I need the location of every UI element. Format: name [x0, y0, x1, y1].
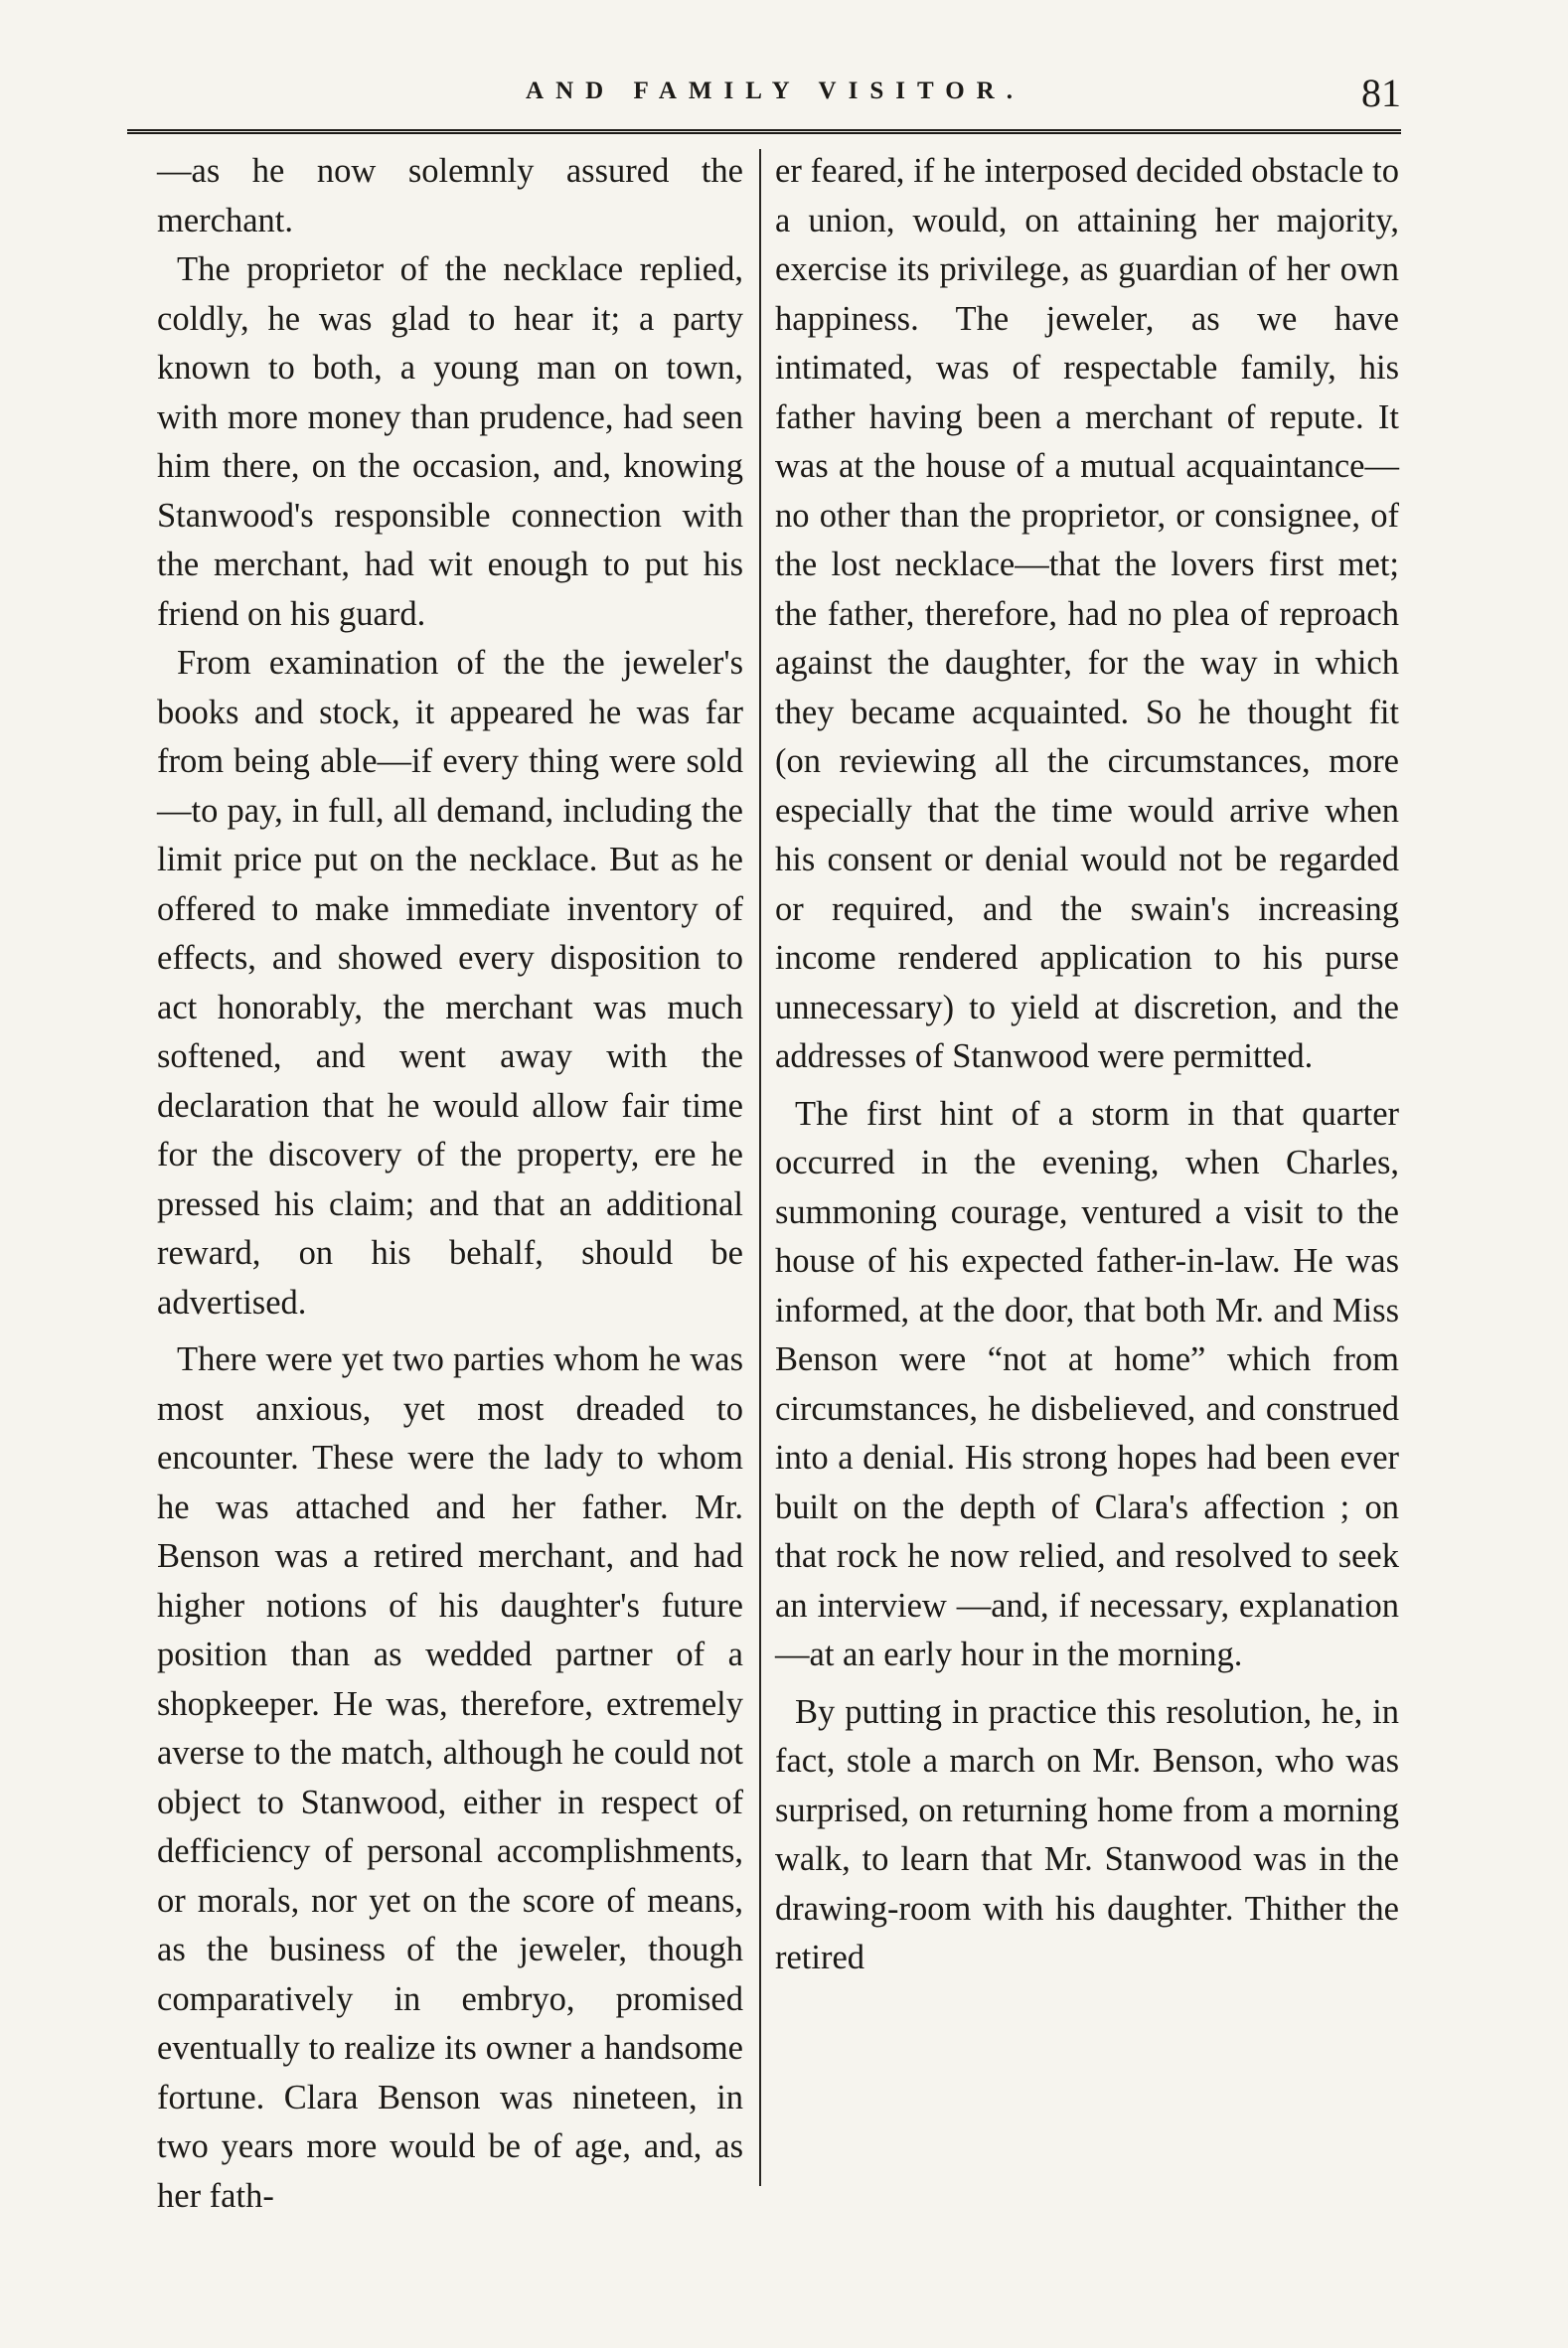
paragraph: er feared, if he interposed decided obstacle to a union, would, on attaining her majority, exercise its privilege, as guardian of her own happiness. The jeweler, as we have intimated, was of respectable family, his father having been a merchant of repute. It was at the house of a mutual acquaintance—no other than the proprietor, or consignee, of the lost necklace—that the lovers first met; the father, therefore, had no plea of reproach against the daughter, for the way in which they became acquainted. So he thought fit (on reviewing all the circumstances, more especially that the time would arrive when his consent or denial would not be regarded or required, and the swain's increasing income rendered application to his purse unnecessary) to yield at discretion, and the addresses of Stanwood were permitted.: [775, 152, 1399, 1075]
paragraph: The proprietor of the necklace replied, coldly, he was glad to hear it; a party known to both, a young man on town, with more money than prudence, had seen him there, on the occasion, and, knowing Stanwood's responsible connection with the merchant, had wit enough to put his friend on his guard.: [157, 250, 743, 633]
paragraph: The first hint of a storm in that quarter occurred in the evening, when Charles, summoning courage, ventured a visit to the house of his expected father-in-law. He was informed, at the door, that both Mr. and Miss Benson were “not at home” which from circumstances, he disbelieved, and construed into a denial. His strong hopes had been ever built on the depth of Clara's affection ; on that rock he now relied, and resolved to seek an interview —and, if necessary, explanation—at an early hour in the morning.: [775, 1094, 1399, 1673]
running-title: AND FAMILY VISITOR.: [526, 78, 1024, 104]
page-number: 81: [1361, 71, 1401, 115]
paragraph: —as he now solemnly assured the merchant.: [157, 152, 743, 239]
running-head: [149, 71, 1401, 127]
right-column: [775, 147, 1399, 1983]
paragraph: From examination of the the jeweler's books and stock, it appeared he was far from being able—if every thing were sold—to pay, in full, all demand, including the limit price put on the necklace. But as he offered to make immediate inventory of effects, and showed every disposition to act honorably, the merchant was much softened, and went away with the declaration that he would allow fair time for the discovery of the property, ere he pressed his claim; and that an additional reward, on his behalf, should be advertised.: [157, 644, 743, 1322]
header-rule: [127, 129, 1401, 137]
paragraph: There were yet two parties whom he was most anxious, yet most dreaded to encounter. These were the lady to whom he was attached and her father. Mr. Benson was a retired merchant, and had higher notions of his daughter's future position than as wedded partner of a shopkeeper. He was, therefore, extremely averse to the match, although he could not object to Stanwood, either in respect of defficiency of personal accomplishments, or morals, nor yet on the score of means, as the business of the jeweler, though comparatively in embryo, promised eventually to realize its owner a handsome fortune. Clara Benson was nineteen, in two years more would be of age, and, as her fath-: [157, 1340, 743, 2215]
column-rule: [759, 149, 761, 2186]
paragraph: By putting in practice this resolution, he, in fact, stole a march on Mr. Benson, who was surprised, on returning home from a morning walk, to learn that Mr. Stanwood was in the drawing-room with his daughter. Thither the retired: [775, 1692, 1399, 1976]
left-column: [157, 147, 743, 2221]
